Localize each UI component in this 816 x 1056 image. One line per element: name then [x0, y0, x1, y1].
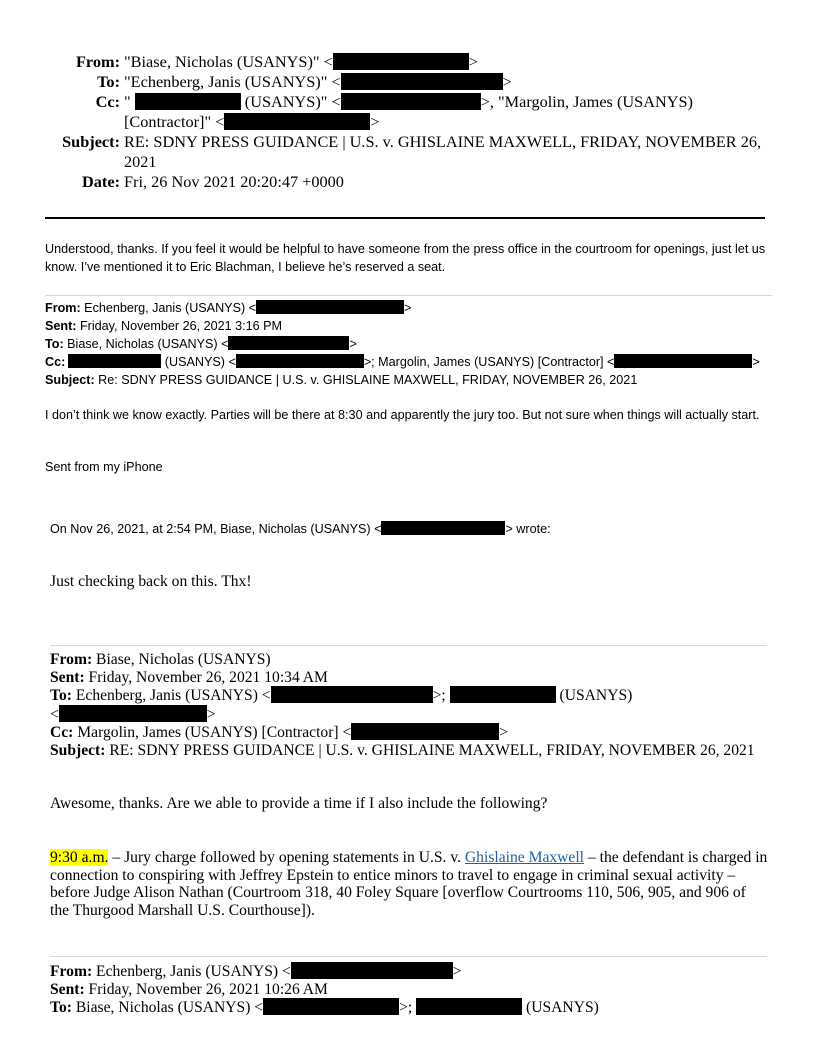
header-date-row [48, 172, 768, 192]
message5-sent-row [50, 981, 770, 999]
message2-from-value: Echenberg, Janis (USANYS) < [80, 301, 257, 315]
message4-body [50, 795, 770, 813]
message2-sent-row [45, 317, 775, 335]
header-subject-row [48, 132, 768, 172]
message4-text: Awesome, thanks. Are we able to provide a time if I also include the following? [50, 795, 548, 812]
redaction-block [256, 300, 404, 314]
message2-sent-label: Sent: [45, 319, 77, 333]
message4-to-label: To: [50, 687, 72, 704]
header-cc-value: (USANYS)" < [240, 92, 341, 111]
header-cc-label: Cc: [95, 92, 120, 111]
redaction-block [341, 73, 503, 90]
guidance-time-highlight: 9:30 a.m. [50, 849, 109, 866]
message5-to-value: (USANYS) [522, 999, 599, 1016]
message1-body [45, 240, 775, 276]
header-from-value: "Biase, Nicholas (USANYS)" < [124, 52, 333, 71]
redaction-block [416, 998, 522, 1015]
message2-cc-row [45, 353, 775, 371]
message4-sent-row [50, 669, 770, 687]
message5-to-value: Biase, Nicholas (USANYS) < [71, 999, 264, 1016]
message4-to-value: Echenberg, Janis (USANYS) < [71, 687, 271, 704]
message2-to-row [45, 335, 775, 353]
redaction-block [291, 962, 453, 979]
header-cc-value: [Contractor]" < [124, 112, 225, 131]
header-subject-label: Subject: [62, 132, 120, 151]
message5-from-value: Echenberg, Janis (USANYS) < [92, 963, 291, 980]
message4-from-row [50, 651, 770, 669]
message4-cc-label: Cc: [50, 724, 74, 741]
angle-close: > [452, 963, 462, 980]
header-divider [45, 217, 765, 219]
message4-sent-value: Friday, November 26, 2021 10:34 AM [84, 668, 328, 686]
message5-header [50, 962, 770, 1017]
guidance-text: – Jury charge followed by opening statements in U.S. v. [108, 849, 465, 866]
angle-close: > [502, 72, 512, 91]
message2-subject-row [45, 371, 775, 389]
header-to-label: To: [97, 72, 120, 91]
message3-text: Just checking back on this. Thx! [50, 573, 252, 590]
redaction-block [263, 998, 399, 1015]
message4-sent-label: Sent: [50, 668, 85, 686]
message2-cc-value: >; Margolin, James (USANYS) [Contractor] < [363, 355, 615, 369]
message3-wrote-suffix: > wrote: [505, 522, 551, 536]
redaction-block [236, 354, 364, 368]
message5-to-value: >; [399, 999, 417, 1016]
message4-to-row [50, 686, 770, 723]
message5-sent-label: Sent: [50, 980, 85, 998]
redaction-block [59, 705, 207, 722]
angle-close: > [206, 705, 216, 723]
redaction-block [333, 53, 469, 70]
header-date-value: Fri, 26 Nov 2021 20:20:47 +0000 [124, 172, 344, 191]
message4-cc-value: Margolin, James (USANYS) [Contractor] < [73, 724, 352, 741]
header-subject-value: RE: SDNY PRESS GUIDANCE | U.S. v. GHISLAINE MAXWELL, FRIDAY, NOVEMBER 26, 2021 [124, 132, 762, 171]
message4-cc-row [50, 723, 770, 742]
redaction-block [381, 521, 505, 535]
message1-text: Understood, thanks. If you feel it would be helpful to have someone from the press office in the courtroom for openings, just let us know. I’ve mentioned it to Eric Blachman, I believe he’s reserved a seat. [45, 242, 766, 274]
angle-close: > [752, 355, 760, 369]
message2-signature [45, 458, 775, 476]
ghislaine-maxwell-link[interactable]: Ghislaine Maxwell [464, 849, 585, 866]
header-to-row [48, 72, 768, 92]
guidance-text: – the defendant is charged in connection to conspiring with Jeffrey Epstein to entice minors to travel to engage in criminal sexual activity – before Judge Alison Nathan (Courtroom 318, 40 Foley Square [overflow Courtrooms 110, 506, 905, and 906 of the Thurgood Marshall U.S. Courthouse]). [50, 849, 768, 919]
message5-to-row [50, 998, 770, 1017]
message2-body [45, 406, 775, 424]
message4-header [50, 651, 770, 759]
message2-to-value: Biase, Nicholas (USANYS) < [63, 337, 229, 351]
message3-body [50, 573, 780, 591]
header-date-label: Date: [82, 172, 120, 191]
header-cc-row [48, 92, 768, 132]
angle-close: > [468, 52, 478, 71]
header-to-value: "Echenberg, Janis (USANYS)" < [124, 72, 341, 91]
message2-cc-value: (USANYS) < [161, 355, 236, 369]
message4-subject-row [50, 742, 770, 760]
header-cc-value: " [124, 92, 135, 111]
press-guidance-entry [50, 849, 768, 919]
message2-to-label: To: [45, 337, 64, 351]
message4-to-value: (USANYS) [555, 687, 633, 704]
message-separator [50, 645, 767, 646]
email-header [48, 52, 768, 192]
redaction-block [450, 686, 556, 703]
message2-cc-label: Cc: [45, 355, 66, 369]
message2-from-row [45, 299, 775, 317]
redaction-block [341, 93, 481, 110]
message4-subject-value: RE: SDNY PRESS GUIDANCE | U.S. v. GHISLAINE MAXWELL, FRIDAY, NOVEMBER 26, 2021 [105, 741, 755, 759]
angle-close: > [370, 112, 380, 131]
message4-to-value: >; [432, 687, 450, 704]
message-separator [45, 295, 772, 296]
message4-from-label: From: [50, 651, 93, 668]
redaction-block [351, 723, 499, 740]
message5-from-row [50, 962, 770, 981]
angle-close: > [499, 724, 509, 741]
message2-subject-value: Re: SDNY PRESS GUIDANCE | U.S. v. GHISLAINE MAXWELL, FRIDAY, NOVEMBER 26, 2021 [94, 373, 638, 387]
redaction-block [271, 686, 433, 703]
message4-from-value: Biase, Nicholas (USANYS) [92, 651, 271, 668]
header-cc-value: >, "Margolin, James (USANYS) [480, 92, 693, 111]
message2-from-label: From: [45, 301, 81, 315]
message4-subject-label: Subject: [50, 741, 106, 759]
message5-from-label: From: [50, 963, 93, 980]
message2-signature-text: Sent from my iPhone [45, 460, 163, 474]
message2-subject-label: Subject: [45, 373, 95, 387]
redaction-block [68, 354, 161, 368]
message2-header [45, 299, 775, 389]
redaction-block [228, 336, 349, 350]
message2-text: I don’t think we know exactly. Parties will be there at 8:30 and apparently the jury too. But not sure when things will actually start. [45, 408, 760, 422]
redaction-block [224, 113, 370, 130]
message3-wrote-prefix: On Nov 26, 2021, at 2:54 PM, Biase, Nicholas (USANYS) < [50, 522, 382, 536]
message-separator [50, 956, 767, 957]
message5-sent-value: Friday, November 26, 2021 10:26 AM [84, 980, 328, 998]
angle-close: > [404, 301, 412, 315]
header-from-label: From: [75, 52, 120, 71]
header-from-row [48, 52, 768, 72]
angle-open: < [50, 705, 59, 723]
message3-attribution [50, 520, 780, 538]
message2-sent-value: Friday, November 26, 2021 3:16 PM [76, 319, 283, 333]
message5-to-label: To: [50, 999, 72, 1016]
redaction-block [135, 93, 241, 110]
angle-close: > [349, 337, 357, 351]
redaction-block [614, 354, 752, 368]
